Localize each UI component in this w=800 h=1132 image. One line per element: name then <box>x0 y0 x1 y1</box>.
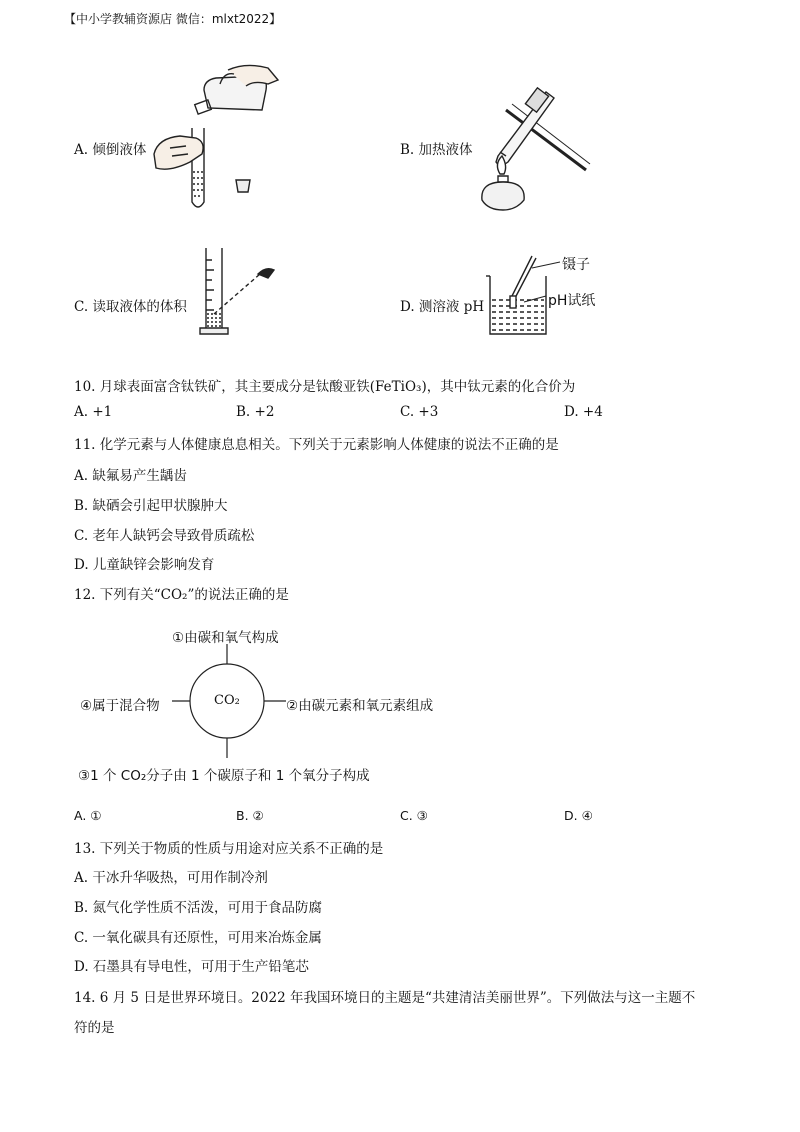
q12-option-a: A. ① <box>74 808 102 823</box>
q10-option-b: B. +2 <box>236 404 275 420</box>
q9-option-b: B. 加热液体 <box>400 142 473 158</box>
page-header: 【中小学教辅资源店 微信：mlxt2022】 <box>64 12 282 26</box>
q11-option-c: C. 老年人缺钙会导致骨质疏松 <box>74 528 255 544</box>
co2-statement-2: ②由碳元素和氧元素组成 <box>286 698 434 714</box>
q10-stem: 10. 月球表面富含钛铁矿，其主要成分是钛酸亚铁(FeTiO₃)，其中钛元素的化合价为 <box>74 379 576 395</box>
q10-option-a: A. +1 <box>74 404 113 420</box>
q11-option-b: B. 缺硒会引起甲状腺肿大 <box>74 498 228 514</box>
q9-option-c: C. 读取液体的体积 <box>74 299 187 315</box>
co2-center-label: CO₂ <box>214 693 240 708</box>
co2-statement-1: ①由碳和氧气构成 <box>172 630 279 646</box>
label-ph-paper: pH试纸 <box>548 293 596 309</box>
q12-option-c: C. ③ <box>400 808 428 823</box>
co2-statement-3: ③1 个 CO₂分子由 1 个碳原子和 1 个氧分子构成 <box>78 768 370 784</box>
q11-option-d: D. 儿童缺锌会影响发育 <box>74 557 215 573</box>
q11-stem: 11. 化学元素与人体健康息息相关。下列关于元素影响人体健康的说法不正确的是 <box>74 437 559 453</box>
q9-option-d: D. 测溶液 pH <box>400 299 485 315</box>
q12-option-d: D. ④ <box>564 808 593 823</box>
label-tweezers: 镊子 <box>562 257 590 273</box>
q13-stem: 13. 下列关于物质的性质与用途对应关系不正确的是 <box>74 841 384 857</box>
co2-statement-4: ④属于混合物 <box>80 698 160 714</box>
q14-stem-line2: 符的是 <box>74 1020 115 1036</box>
q10-option-c: C. +3 <box>400 404 439 420</box>
q14-stem-line1: 14. 6 月 5 日是世界环境日。2022 年我国环境日的主题是“共建清洁美丽世界”。下列做法与这一主题不 <box>74 990 696 1006</box>
q13-option-c: C. 一氧化碳具有还原性，可用来冶炼金属 <box>74 930 322 946</box>
q13-option-d: D. 石墨具有导电性，可用于生产铅笔芯 <box>74 959 309 975</box>
q11-option-a: A. 缺氟易产生龋齿 <box>74 468 187 484</box>
figure-pouring-liquid <box>150 62 280 212</box>
q9-option-a: A. 倾倒液体 <box>74 142 147 158</box>
q13-option-b: B. 氮气化学性质不活泼，可用于食品防腐 <box>74 900 323 916</box>
q13-option-a: A. 干冰升华吸热，可用作制冷剂 <box>74 870 268 886</box>
figure-heating-liquid <box>476 70 596 215</box>
figure-reading-volume <box>196 244 286 338</box>
q12-option-b: B. ② <box>236 808 264 823</box>
q12-stem: 12. 下列有关“CO₂”的说法正确的是 <box>74 587 289 603</box>
q10-option-d: D. +4 <box>564 404 603 420</box>
